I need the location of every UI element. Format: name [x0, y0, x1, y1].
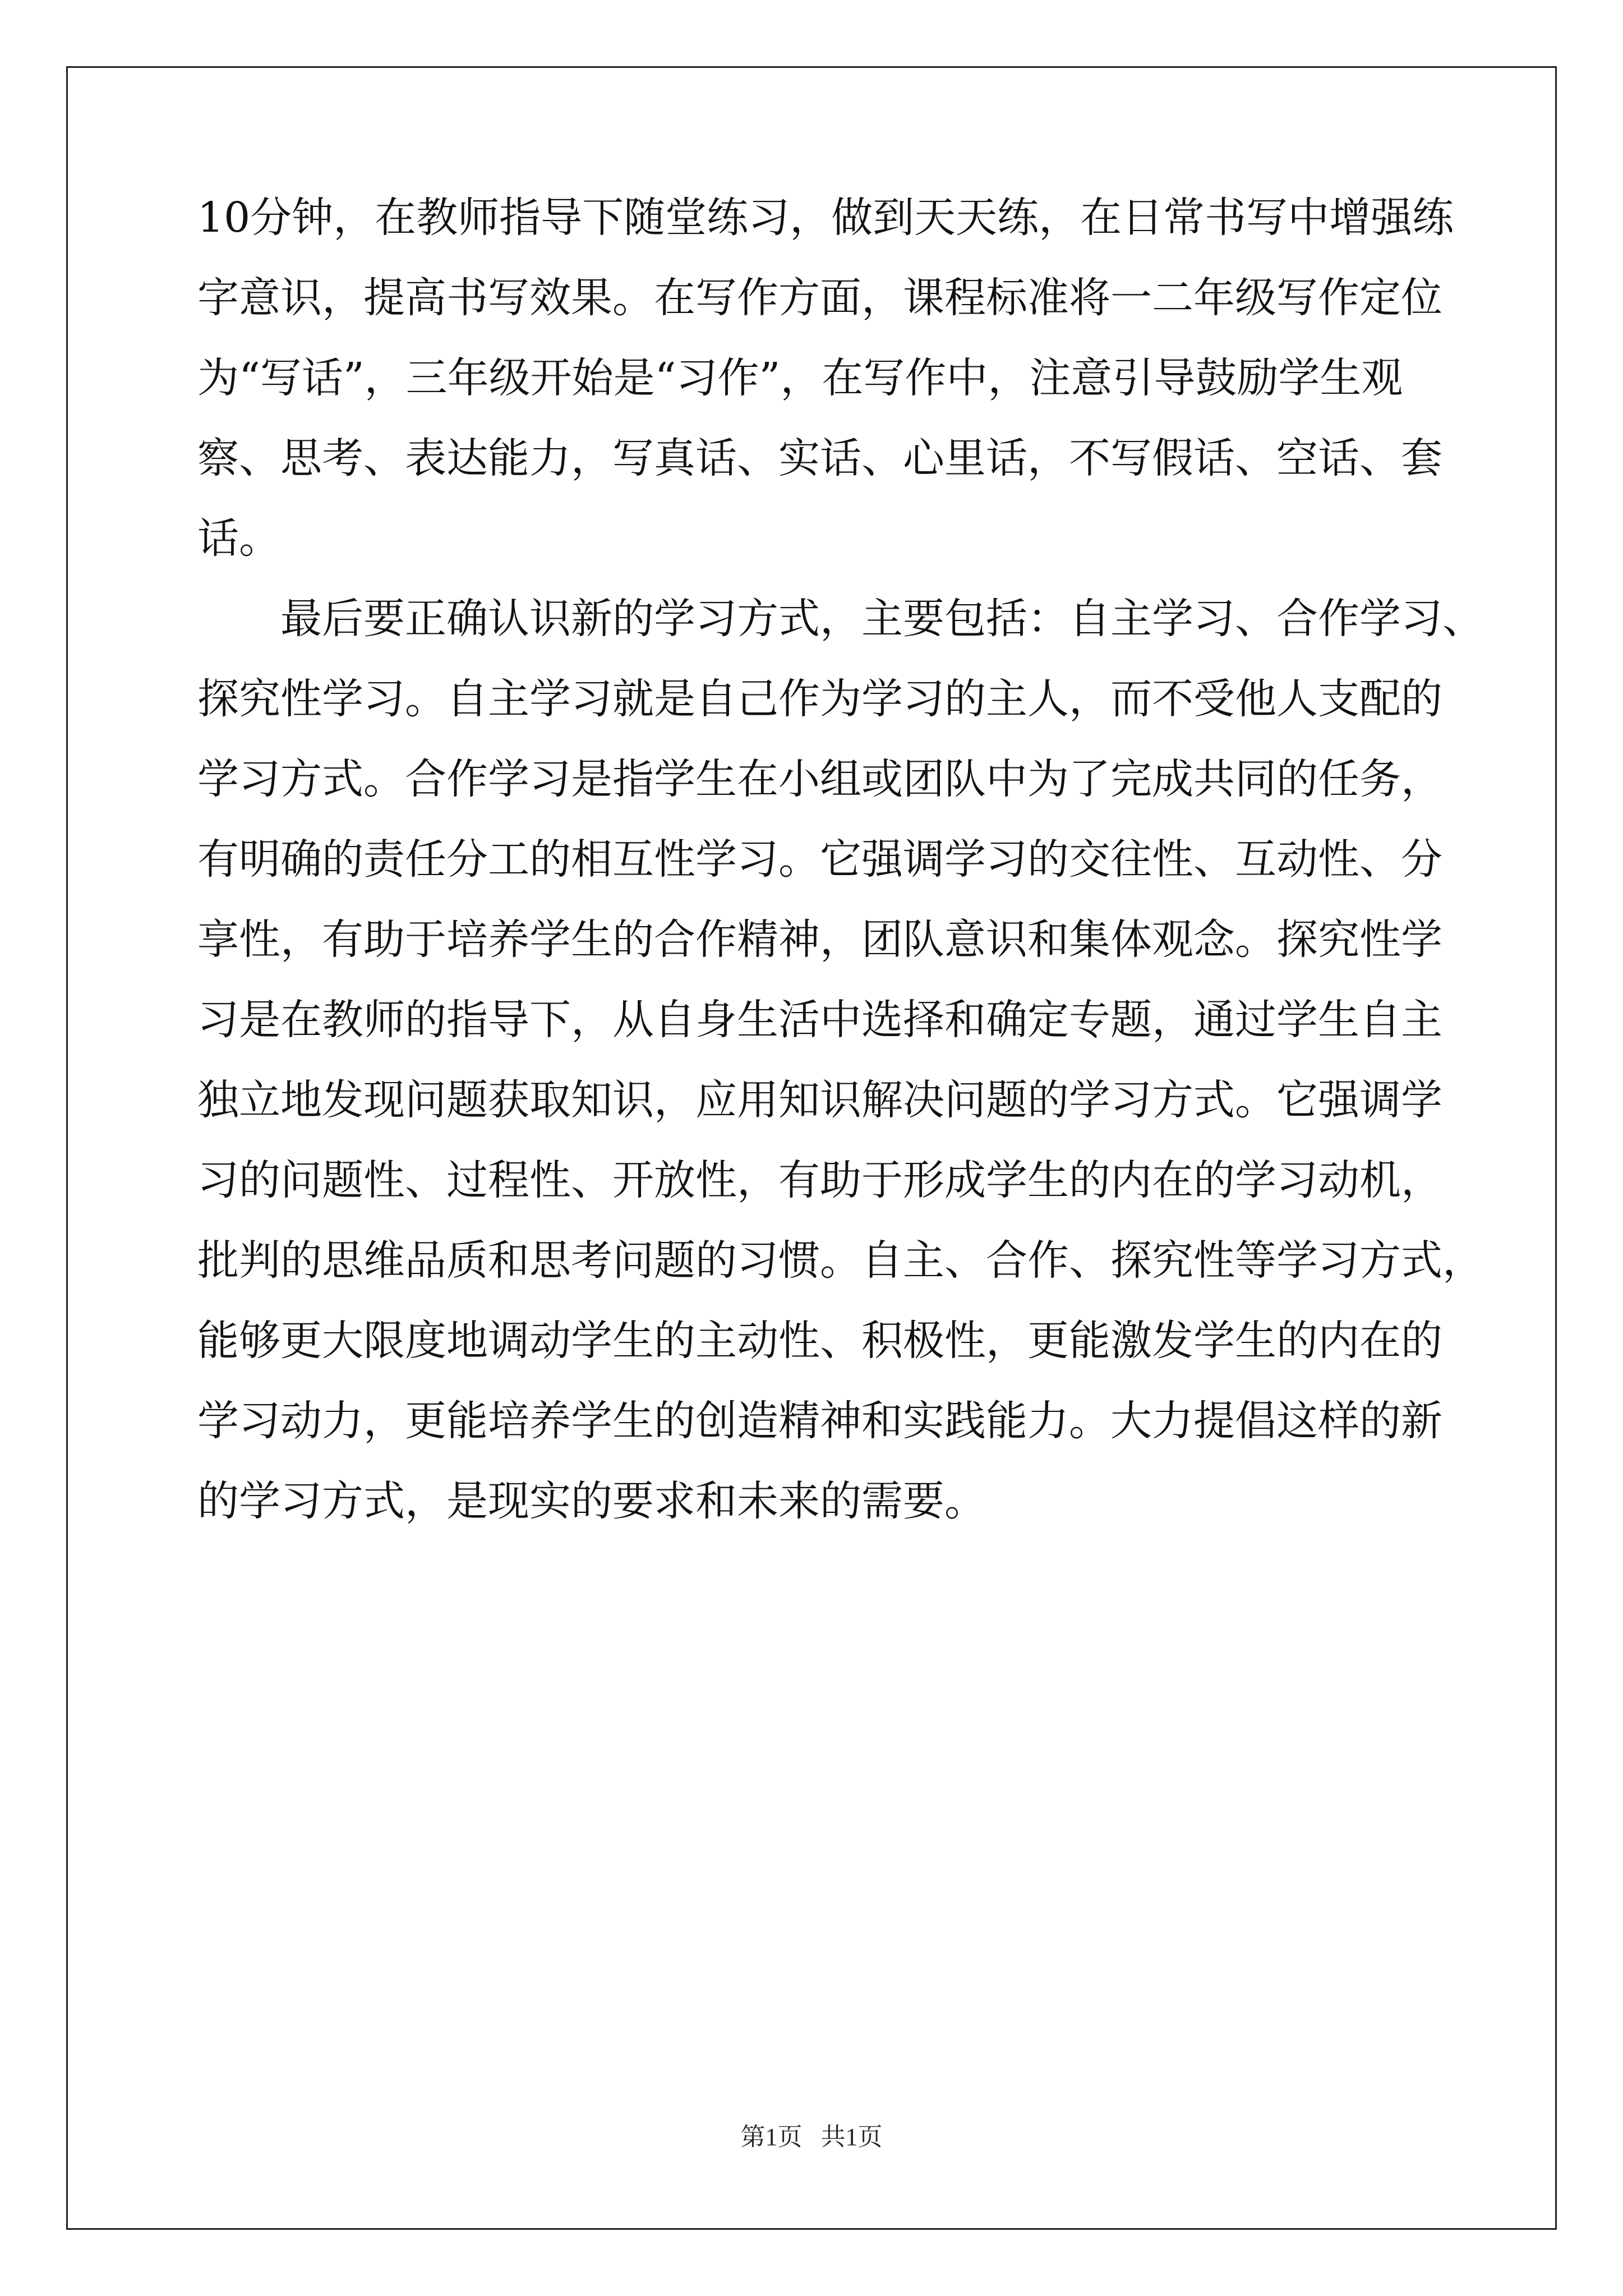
- page-footer: 第1页 共1页: [740, 2123, 883, 2151]
- text-line: 有明确的责任分工的相互性学习。它强调学习的交往性、互动性、分: [197, 835, 1442, 884]
- text-line: 察、思考、表达能力，写真话、实话、心里话，不写假话、空话、套: [197, 434, 1442, 482]
- text-line: 享性，有助于培养学生的合作精神，团队意识和集体观念。探究性学: [197, 915, 1442, 964]
- text-line: 字意识，提高书写效果。在写作方面，课程标准将一二年级写作定位: [197, 274, 1442, 322]
- paragraph-first-line: 最后要正确认识新的学习方式，主要包括：自主学习、合作学习、: [280, 595, 1484, 643]
- text-line: 能够更大限度地调动学生的主动性、积极性，更能激发学生的内在的: [197, 1317, 1442, 1365]
- text-line: 探究性学习。自主学习就是自己作为学习的主人，而不受他人支配的: [197, 675, 1442, 723]
- text-line: 10分钟，在教师指导下随堂练习，做到天天练，在日常书写中增强练: [197, 194, 1454, 242]
- text-line: 习是在教师的指导下，从自身生活中选择和确定专题，通过学生自主: [197, 996, 1442, 1044]
- text-line: 批判的思维品质和思考问题的习惯。自主、合作、探究性等学习方式，: [197, 1236, 1484, 1285]
- text-line: 话。: [197, 514, 280, 563]
- text-line: 的学习方式，是现实的要求和未来的需要。: [197, 1477, 986, 1525]
- text-line: 习的问题性、过程性、开放性，有助于形成学生的内在的学习动机，: [197, 1156, 1442, 1204]
- text-line: 学习方式。合作学习是指学生在小组或团队中为了完成共同的任务，: [197, 755, 1442, 803]
- text-line: 为“写话”，三年级开始是“习作”，在写作中，注意引导鼓励学生观: [197, 354, 1403, 402]
- text-line: 独立地发现问题获取知识，应用知识解决问题的学习方式。它强调学: [197, 1076, 1442, 1124]
- text-line: 学习动力，更能培养学生的创造精神和实践能力。大力提倡这样的新: [197, 1397, 1442, 1445]
